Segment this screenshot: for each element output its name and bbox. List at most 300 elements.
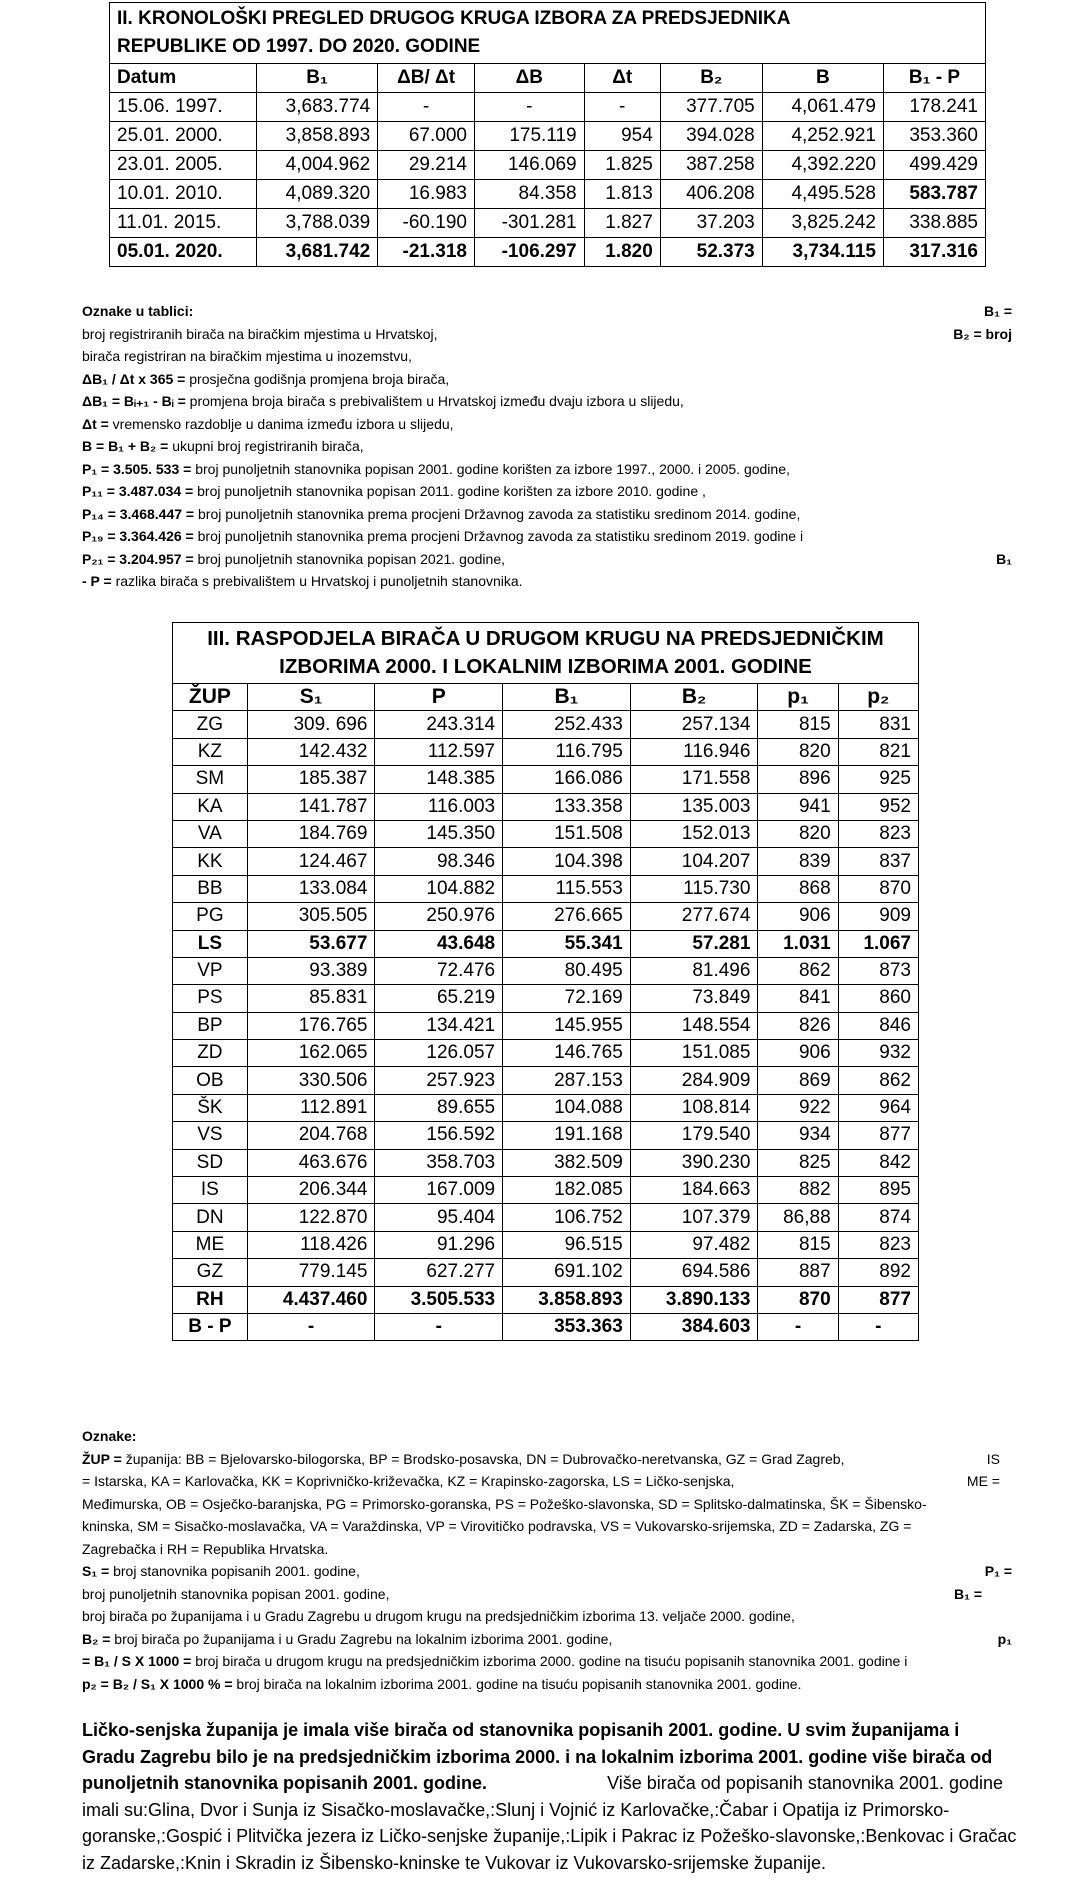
- table-cell: 25.01. 2000.: [110, 122, 257, 151]
- table-cell: 338.885: [883, 209, 985, 238]
- legend-line: Međimurska, OB = Osječko-baranjska, PG = Primorsko-goranska, PS = Požeško-slavonska, SD = Splitsko-dalmatinska, ŠK = Šibensko-: [82, 1495, 927, 1512]
- table-cell: 877: [838, 1122, 918, 1149]
- table-cell: 116.946: [630, 738, 758, 765]
- table-cell: IS: [173, 1177, 248, 1204]
- table-title-line2: REPUBLIKE OD 1997. DO 2020. GODINE: [117, 36, 481, 57]
- col-header: Datum: [110, 64, 257, 93]
- table-cell: 3.858.893: [503, 1286, 631, 1313]
- table-cell: 906: [758, 1040, 838, 1067]
- legend-fragment: B₁: [996, 550, 1012, 567]
- table-cell: 43.648: [375, 930, 503, 957]
- table-cell: 4,061.479: [762, 93, 883, 122]
- table-cell: 964: [838, 1094, 918, 1121]
- table-row: [173, 903, 919, 930]
- table-cell: 1.031: [758, 930, 838, 957]
- table-cell: 96.515: [503, 1231, 631, 1258]
- table-row: [173, 1122, 919, 1149]
- table-cell: 171.558: [630, 766, 758, 793]
- table-cell: 1.825: [584, 151, 660, 180]
- table-cell: 10.01. 2010.: [110, 180, 257, 209]
- table-cell: 330.506: [247, 1067, 375, 1094]
- table-cell: 16.983: [378, 180, 475, 209]
- legend-line: broj birača po županijama i u Gradu Zagrebu u drugom krugu na predsjedničkim izborima 13. veljače 2000. godine,: [82, 1608, 795, 1624]
- table-cell: 141.787: [247, 793, 375, 820]
- table-title: [173, 623, 919, 684]
- table-cell: 29.214: [378, 151, 475, 180]
- table-cell: DN: [173, 1204, 248, 1231]
- legend-term: P₂₁ = 3.204.957 =: [82, 550, 194, 567]
- table-cell: 463.676: [247, 1149, 375, 1176]
- col-header: B₂: [660, 64, 762, 93]
- legend-line: = Istarska, KA = Karlovačka, KK = Koprivničko-križevačka, KZ = Krapinsko-zagorska, LS = Ličko-senjska,: [82, 1473, 735, 1489]
- voter-distribution-table: [172, 622, 919, 1341]
- table-cell: 1.827: [584, 209, 660, 238]
- legend-term: P₁₄ = 3.468.447 =: [82, 505, 195, 522]
- legend-line: birača registriran na biračkim mjestima u inozemstvu,: [82, 348, 412, 364]
- legend-line: Zagrebačka i RH = Republika Hrvatska.: [82, 1540, 329, 1557]
- table-cell: 1.820: [584, 238, 660, 267]
- table-cell: 167.009: [375, 1177, 503, 1204]
- table-cell: 4,089.320: [256, 180, 377, 209]
- table-cell: 146.765: [503, 1040, 631, 1067]
- table-cell: -301.281: [474, 209, 584, 238]
- table-cell: 65.219: [375, 985, 503, 1012]
- col-header: S₁: [247, 684, 375, 711]
- legend-fragment: ME =: [966, 1473, 1000, 1489]
- col-header: B₁: [503, 684, 631, 711]
- table-cell: 353.360: [883, 122, 985, 151]
- legend-line: broj stanovnika popisanih 2001. godine,: [109, 1563, 360, 1579]
- table-cell: 72.169: [503, 985, 631, 1012]
- legend-line: broj birača po županijama i u Gradu Zagrebu na lokalnim izborima 2001. godine,: [110, 1630, 613, 1647]
- legend-term: = B₁ / S X 1000 =: [82, 1653, 192, 1669]
- table-cell: 206.344: [247, 1177, 375, 1204]
- table-cell: 179.540: [630, 1122, 758, 1149]
- table-cell: 877: [838, 1286, 918, 1313]
- legend-fragment: p₁: [997, 1630, 1012, 1647]
- table-cell: 148.554: [630, 1012, 758, 1039]
- table-cell: 11.01. 2015.: [110, 209, 257, 238]
- table-cell: 85.831: [247, 985, 375, 1012]
- table-cell: 906: [758, 903, 838, 930]
- table-cell: 4,495.528: [762, 180, 883, 209]
- table-row: [173, 1094, 919, 1121]
- table-cell: 84.358: [474, 180, 584, 209]
- table-legend-2: [82, 1425, 1012, 1695]
- legend-line: broj punoljetnih stanovnika popisan 2021. godine,: [193, 550, 505, 567]
- legend-line: broj birača na lokalnim izborima 2001. godine na tisuću popisanih stanovnika 2001. godine.: [232, 1675, 802, 1692]
- table-cell: 4,392.220: [762, 151, 883, 180]
- table-cell: 287.153: [503, 1067, 631, 1094]
- table-cell: 81.496: [630, 957, 758, 984]
- table-cell: -: [474, 93, 584, 122]
- col-header: B₁ - P: [883, 64, 985, 93]
- table-cell: 95.404: [375, 1204, 503, 1231]
- table-cell: 815: [758, 1231, 838, 1258]
- table-row: [173, 1040, 919, 1067]
- table-cell: SM: [173, 766, 248, 793]
- table-cell: 841: [758, 985, 838, 1012]
- table-cell: -60.190: [378, 209, 475, 238]
- table-cell: 309. 696: [247, 711, 375, 738]
- table-cell: 151.508: [503, 820, 631, 847]
- table-cell: 115.553: [503, 875, 631, 902]
- col-header: P: [375, 684, 503, 711]
- table-cell: 57.281: [630, 930, 758, 957]
- table-cell: 358.703: [375, 1149, 503, 1176]
- table-row: [110, 209, 986, 238]
- table-cell: 823: [838, 1231, 918, 1258]
- legend-fragment: B₁ =: [954, 1585, 982, 1602]
- legend-line: broj punoljetnih stanovnika prema procjeni Državnog zavoda za statistiku sredinom 2019. godine i: [193, 528, 804, 544]
- table-cell: 55.341: [503, 930, 631, 957]
- table-cell: 909: [838, 903, 918, 930]
- table-cell: 583.787: [883, 180, 985, 209]
- table-cell: 831: [838, 711, 918, 738]
- table-cell: 107.379: [630, 1204, 758, 1231]
- col-header: Δt: [584, 64, 660, 93]
- legend-line: kninska, SM = Sisačko-moslavačka, VA = Varaždinska, VP = Virovitičko podravska, VS = Vukovarsko-srijemska, ZD = Zadarska, ZG =: [82, 1518, 912, 1534]
- table-cell: 277.674: [630, 903, 758, 930]
- legend-fragment: IS: [986, 1450, 1000, 1467]
- legend-term: ŽUP =: [82, 1450, 122, 1467]
- conclusion-bold-text: Ličko-senjska županija je imala više birača od stanovnika popisanih 2001. godine. U svim županijama i Gradu Zagrebu bilo je na predsjedničkim izborima 2000. i na lokalnim izborima 2001. godine više birača od punoljetnih stanovnika popisanih 2001. godine.: [82, 1720, 993, 1793]
- table-cell: 134.421: [375, 1012, 503, 1039]
- table-cell: KA: [173, 793, 248, 820]
- legend-line: županija: BB = Bjelovarsko-bilogorska, BP = Brodsko-posavska, DN = Dubrovačko-neretvanska, GZ = Grad Zagreb,: [121, 1450, 845, 1467]
- table-cell: 104.207: [630, 848, 758, 875]
- table-cell: 4.437.460: [247, 1286, 375, 1313]
- col-header: B: [762, 64, 883, 93]
- table-cell: 124.467: [247, 848, 375, 875]
- table-row: [173, 1313, 919, 1340]
- table-cell: 922: [758, 1094, 838, 1121]
- table-cell: 499.429: [883, 151, 985, 180]
- table-cell: 15.06. 1997.: [110, 93, 257, 122]
- table-cell: 152.013: [630, 820, 758, 847]
- table-cell: 3,825.242: [762, 209, 883, 238]
- legend-term: ΔB₁ / Δt x 365 =: [82, 370, 186, 387]
- table-cell: 178.241: [883, 93, 985, 122]
- table-row: [173, 766, 919, 793]
- table-row: [173, 875, 919, 902]
- table-cell: 390.230: [630, 1149, 758, 1176]
- legend-line: razlika birača s prebivalištem u Hrvatskoj i punoljetnih stanovnika.: [111, 573, 523, 589]
- table-cell: 122.870: [247, 1204, 375, 1231]
- legend-fragment: B₁ =: [984, 303, 1012, 319]
- table-cell: 820: [758, 820, 838, 847]
- table-cell: 184.769: [247, 820, 375, 847]
- col-header: ΔB: [474, 64, 584, 93]
- table-cell: OB: [173, 1067, 248, 1094]
- table-cell: 846: [838, 1012, 918, 1039]
- legend-term: ΔB₁ = Bᵢ₊₁ - Bᵢ =: [82, 393, 186, 409]
- table-title: [110, 3, 986, 64]
- table-cell: 252.433: [503, 711, 631, 738]
- table-row: [110, 122, 986, 151]
- table-cell: ZG: [173, 711, 248, 738]
- table-cell: 184.663: [630, 1177, 758, 1204]
- legend-line: broj punoljetnih stanovnika popisan 2001. godine,: [82, 1585, 390, 1602]
- table-cell: 934: [758, 1122, 838, 1149]
- table-cell: 842: [838, 1149, 918, 1176]
- table-cell: 257.923: [375, 1067, 503, 1094]
- table-header-row: [173, 684, 919, 711]
- table-cell: 3,788.039: [256, 209, 377, 238]
- table-cell: 106.752: [503, 1204, 631, 1231]
- legend-term: P₁ = 3.505. 533 =: [82, 460, 192, 477]
- table-title-line1: III. RASPODJELA BIRAČA U DRUGOM KRUGU NA PREDSJEDNIČKIM: [207, 627, 884, 650]
- table-cell: 142.432: [247, 738, 375, 765]
- table-cell: 93.389: [247, 957, 375, 984]
- legend-term: Δt =: [82, 415, 109, 432]
- table-row: [173, 738, 919, 765]
- table-cell: 895: [838, 1177, 918, 1204]
- table-cell: 257.134: [630, 711, 758, 738]
- table-cell: ZD: [173, 1040, 248, 1067]
- table-cell: 126.057: [375, 1040, 503, 1067]
- table-cell: 815: [758, 711, 838, 738]
- table-cell: 151.085: [630, 1040, 758, 1067]
- table-cell: -: [247, 1313, 375, 1340]
- table-legend: [82, 300, 1012, 593]
- table-cell: 779.145: [247, 1259, 375, 1286]
- table-cell: 185.387: [247, 766, 375, 793]
- col-header: ŽUP: [173, 684, 248, 711]
- table-cell: 825: [758, 1149, 838, 1176]
- table-row: [173, 985, 919, 1012]
- col-header: p₂: [838, 684, 918, 711]
- table-cell: 146.069: [474, 151, 584, 180]
- legend-line: broj punoljetnih stanovnika popisan 2011. godine korišten za izbore 2010. godine ,: [193, 483, 706, 499]
- table-cell: 837: [838, 848, 918, 875]
- table-cell: -: [758, 1313, 838, 1340]
- table-cell: ME: [173, 1231, 248, 1258]
- table-cell: PG: [173, 903, 248, 930]
- col-header: B₂: [630, 684, 758, 711]
- table-cell: -106.297: [474, 238, 584, 267]
- table-cell: 145.350: [375, 820, 503, 847]
- table-cell: 112.891: [247, 1094, 375, 1121]
- table-cell: 250.976: [375, 903, 503, 930]
- table-cell: 382.509: [503, 1149, 631, 1176]
- table-cell: VP: [173, 957, 248, 984]
- table-cell: 869: [758, 1067, 838, 1094]
- table-cell: -: [375, 1313, 503, 1340]
- table-cell: 823: [838, 820, 918, 847]
- legend-line: vremensko razdoblje u danima između izbora u slijedu,: [108, 415, 454, 432]
- table-cell: 133.358: [503, 793, 631, 820]
- table-row: [110, 93, 986, 122]
- table-row: [173, 1067, 919, 1094]
- legend-line: broj punoljetnih stanovnika prema procjeni Državnog zavoda za statistiku sredinom 2014. godine,: [194, 505, 801, 522]
- legend-term: - P =: [82, 573, 112, 589]
- table-row: [173, 793, 919, 820]
- table-cell: 3.505.533: [375, 1286, 503, 1313]
- table-cell: 1.067: [838, 930, 918, 957]
- table-row: [173, 1231, 919, 1258]
- table-cell: 3.890.133: [630, 1286, 758, 1313]
- table-cell: VA: [173, 820, 248, 847]
- table-cell: 104.882: [375, 875, 503, 902]
- table-cell: 67.000: [378, 122, 475, 151]
- table-cell: 394.028: [660, 122, 762, 151]
- table-row: [110, 151, 986, 180]
- table-cell: 862: [758, 957, 838, 984]
- table-body: [173, 711, 919, 1341]
- table-cell: 182.085: [503, 1177, 631, 1204]
- table-cell: 135.003: [630, 793, 758, 820]
- table-cell: 862: [838, 1067, 918, 1094]
- table-row: [173, 711, 919, 738]
- table-cell: 384.603: [630, 1313, 758, 1340]
- table-cell: 115.730: [630, 875, 758, 902]
- table-cell: 3,683.774: [256, 93, 377, 122]
- table-cell: -: [838, 1313, 918, 1340]
- table-cell: 3,858.893: [256, 122, 377, 151]
- table-title-line2: IZBORIMA 2000. I LOKALNIM IZBORIMA 2001. GODINE: [279, 655, 812, 678]
- table-cell: 175.119: [474, 122, 584, 151]
- legend-line: broj punoljetnih stanovnika popisan 2001. godine korišten za izbore 1997., 2000. i 2005. godine,: [191, 460, 790, 477]
- table-cell: 317.316: [883, 238, 985, 267]
- table-cell: BP: [173, 1012, 248, 1039]
- table-cell: 896: [758, 766, 838, 793]
- conclusion-paragraph: [82, 1717, 1017, 1876]
- table-cell: 887: [758, 1259, 838, 1286]
- legend-line: promjena broja birača s prebivalištem u Hrvatskoj između dvaju izbora u slijedu,: [185, 393, 684, 409]
- table-cell: 691.102: [503, 1259, 631, 1286]
- table-cell: -: [584, 93, 660, 122]
- table-cell: 952: [838, 793, 918, 820]
- table-cell: 148.385: [375, 766, 503, 793]
- table-cell: 406.208: [660, 180, 762, 209]
- table-cell: 820: [758, 738, 838, 765]
- table-cell: 52.373: [660, 238, 762, 267]
- table-cell: 3,734.115: [762, 238, 883, 267]
- col-header: B₁: [256, 64, 377, 93]
- legend-fragment: P₁ =: [984, 1563, 1012, 1579]
- table-cell: 145.955: [503, 1012, 631, 1039]
- table-cell: 98.346: [375, 848, 503, 875]
- table-cell: 05.01. 2020.: [110, 238, 257, 267]
- table-cell: 839: [758, 848, 838, 875]
- table-row: [173, 1012, 919, 1039]
- table-cell: -21.318: [378, 238, 475, 267]
- table-cell: 694.586: [630, 1259, 758, 1286]
- table-cell: 868: [758, 875, 838, 902]
- legend-fragment: B₂ = broj: [953, 325, 1012, 342]
- table-cell: 112.597: [375, 738, 503, 765]
- table-cell: 941: [758, 793, 838, 820]
- table-cell: 892: [838, 1259, 918, 1286]
- table-row: [173, 820, 919, 847]
- col-header: p₁: [758, 684, 838, 711]
- table-cell: 826: [758, 1012, 838, 1039]
- table-cell: 4,252.921: [762, 122, 883, 151]
- table-cell: 86,88: [758, 1204, 838, 1231]
- table-cell: 108.814: [630, 1094, 758, 1121]
- table-cell: KK: [173, 848, 248, 875]
- table-cell: 80.495: [503, 957, 631, 984]
- table-header-row: [110, 64, 986, 93]
- table-cell: SD: [173, 1149, 248, 1176]
- table-cell: 156.592: [375, 1122, 503, 1149]
- table-cell: ŠK: [173, 1094, 248, 1121]
- table-row: [110, 238, 986, 267]
- table-cell: 73.849: [630, 985, 758, 1012]
- table-cell: -: [378, 93, 475, 122]
- table-cell: 4,004.962: [256, 151, 377, 180]
- table-cell: 284.909: [630, 1067, 758, 1094]
- table-cell: 176.765: [247, 1012, 375, 1039]
- table-cell: 3,681.742: [256, 238, 377, 267]
- table-cell: 104.398: [503, 848, 631, 875]
- chronological-overview-table: [109, 2, 986, 267]
- legend-term: S₁ =: [82, 1563, 110, 1579]
- table-row: [173, 1204, 919, 1231]
- table-cell: 116.795: [503, 738, 631, 765]
- table-row: [173, 1286, 919, 1313]
- table-row: [173, 957, 919, 984]
- table-cell: 89.655: [375, 1094, 503, 1121]
- table-cell: 353.363: [503, 1313, 631, 1340]
- table-cell: 37.203: [660, 209, 762, 238]
- legend-line: broj registriranih birača na biračkim mjestima u Hrvatskoj,: [82, 325, 438, 342]
- table-cell: LS: [173, 930, 248, 957]
- table-cell: 72.476: [375, 957, 503, 984]
- table-cell: 932: [838, 1040, 918, 1067]
- table-row: [173, 1177, 919, 1204]
- table-cell: 166.086: [503, 766, 631, 793]
- table-cell: 243.314: [375, 711, 503, 738]
- table-cell: BB: [173, 875, 248, 902]
- table-cell: 882: [758, 1177, 838, 1204]
- legend-term: P₁₁ = 3.487.034 =: [82, 483, 194, 499]
- legend-term: P₁₉ = 3.364.426 =: [82, 528, 194, 544]
- legend-heading: Oznake u tablici:: [82, 303, 194, 319]
- table-cell: PS: [173, 985, 248, 1012]
- table-cell: 191.168: [503, 1122, 631, 1149]
- table-cell: B - P: [173, 1313, 248, 1340]
- table-cell: KZ: [173, 738, 248, 765]
- table-row: [173, 1259, 919, 1286]
- table-cell: 276.665: [503, 903, 631, 930]
- table-cell: 925: [838, 766, 918, 793]
- table-cell: 387.258: [660, 151, 762, 180]
- table-cell: 104.088: [503, 1094, 631, 1121]
- table-row: [173, 848, 919, 875]
- table-row: [110, 180, 986, 209]
- table-cell: 870: [758, 1286, 838, 1313]
- table-cell: GZ: [173, 1259, 248, 1286]
- legend-heading: Oznake:: [82, 1428, 137, 1444]
- table-body: [110, 93, 986, 267]
- legend-line: prosječna godišnja promjena broja birača,: [185, 370, 450, 387]
- table-cell: 91.296: [375, 1231, 503, 1258]
- table-cell: 870: [838, 875, 918, 902]
- table-cell: 377.705: [660, 93, 762, 122]
- table-cell: RH: [173, 1286, 248, 1313]
- legend-line: ukupni broj registriranih birača,: [168, 438, 364, 454]
- table-cell: 873: [838, 957, 918, 984]
- table-cell: 162.065: [247, 1040, 375, 1067]
- legend-line: broj birača u drugom krugu na predsjedničkim izborima 2000. godine na tisuću popisanih stanovnika 2001. godine i: [191, 1653, 908, 1669]
- table-cell: 133.084: [247, 875, 375, 902]
- table-cell: 874: [838, 1204, 918, 1231]
- table-row: [173, 1149, 919, 1176]
- table-cell: 116.003: [375, 793, 503, 820]
- legend-term: B = B₁ + B₂ =: [82, 438, 169, 454]
